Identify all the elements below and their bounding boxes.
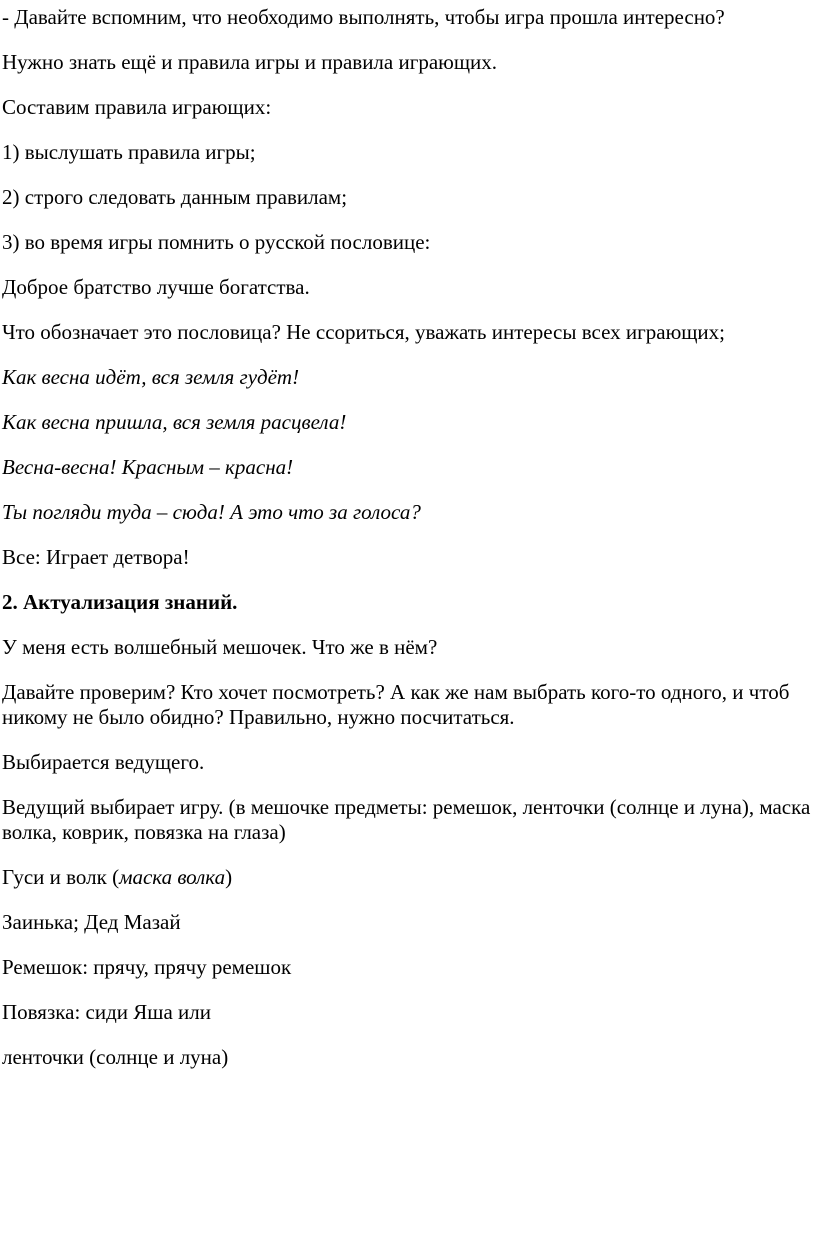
paragraph-compose-rules: Составим правила играющих:: [2, 95, 272, 119]
paragraph-remeshok: Ремешок: прячу, прячу ремешок: [2, 955, 292, 979]
list-item-rule-1: 1) выслушать правила игры;: [2, 140, 256, 164]
paragraph-leader-chooses-game: Ведущий выбирает игру. (в мешочке предметы: ремешок, ленточки (солнце и луна), маска волка, коврик, повязка на глаза): [2, 795, 811, 844]
paragraph-proverb-meaning: Что обозначает это пословица? Не ссориться, уважать интересы всех играющих;: [2, 320, 726, 344]
list-item-rule-3: 3) во время игры помнить о русской пословице:: [2, 230, 431, 254]
paragraph-magic-bag: У меня есть волшебный мешочек. Что же в нём?: [2, 635, 438, 659]
paragraph-lentochki: ленточки (солнце и луна): [2, 1045, 229, 1069]
document-body: [2, 5, 814, 1090]
paragraph-geese-and-wolf: [2, 865, 814, 890]
paragraph-lets-check: Давайте проверим? Кто хочет посмотреть? А как же нам выбрать кого-то одного, и чтоб никому не было обидно? Правильно, нужно посчитаться.: [2, 680, 790, 729]
list-item-rule-2: 2) строго следовать данным правилам;: [2, 185, 348, 209]
geese-wolf-text: Гуси и волк (: [2, 865, 120, 889]
paragraph-zainka: Заинька; Дед Мазай: [2, 910, 181, 934]
paragraph-question-intro: - Давайте вспомним, что необходимо выполнять, чтобы игра прошла интересно?: [2, 5, 725, 29]
paragraph-all-reply: Все: Играет детвора!: [2, 545, 190, 569]
paragraph-leader-chosen: Выбирается ведущего.: [2, 750, 205, 774]
paragraph-povyazka: Повязка: сиди Яша или: [2, 1000, 211, 1024]
poem-line-4: Ты погляди туда – сюда! А это что за голоса?: [2, 500, 421, 524]
paragraph-know-rules: Нужно знать ещё и правила игры и правила играющих.: [2, 50, 497, 74]
paragraph-proverb: Доброе братство лучше богатства.: [2, 275, 310, 299]
section-heading-actualization: 2. Актуализация знаний.: [2, 590, 238, 614]
poem-line-2: Как весна пришла, вся земля расцвела!: [2, 410, 347, 434]
poem-line-3: Весна-весна! Красным – красна!: [2, 455, 294, 479]
wolf-mask-text: маска волка: [119, 865, 226, 889]
poem-line-1: Как весна идёт, вся земля гудёт!: [2, 365, 300, 389]
geese-wolf-close: ): [225, 865, 233, 889]
